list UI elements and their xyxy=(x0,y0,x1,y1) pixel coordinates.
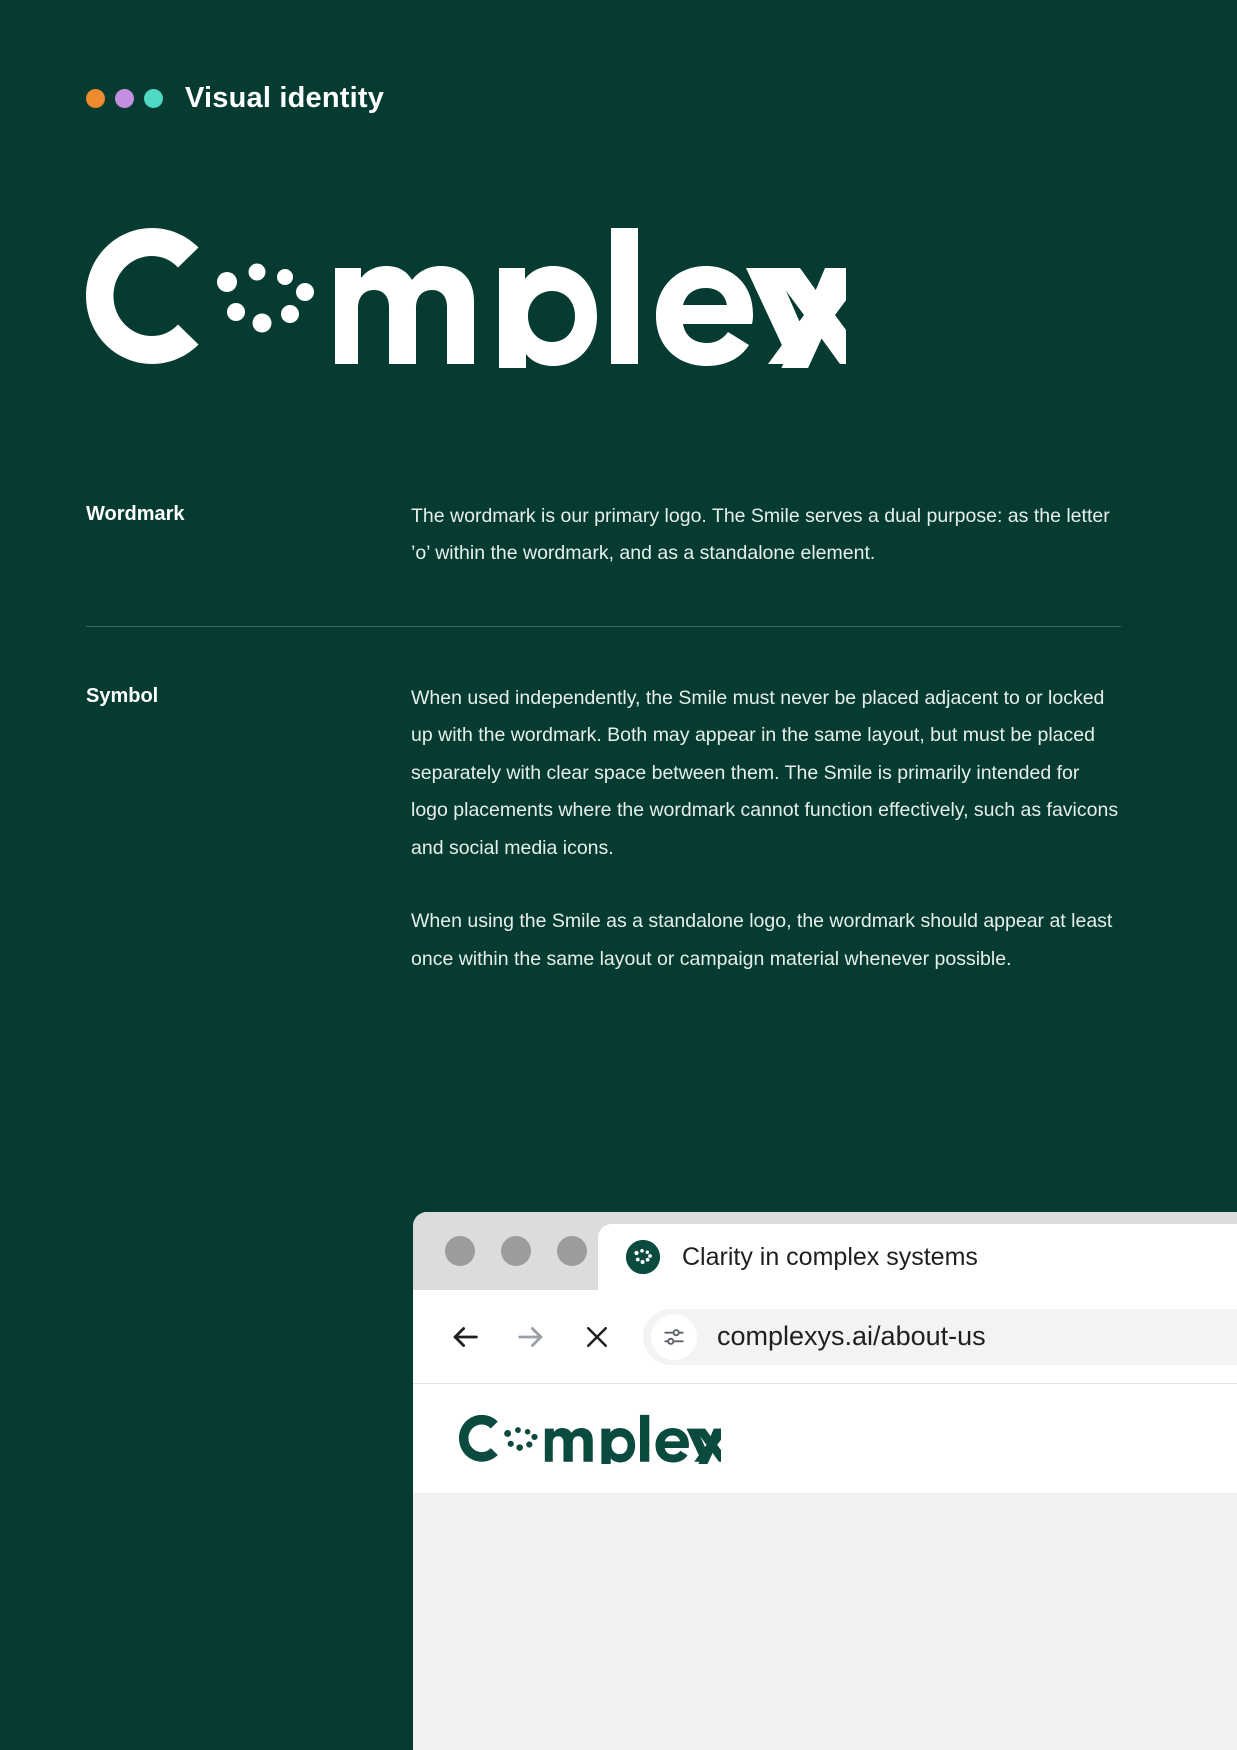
dot-orange-icon xyxy=(86,89,105,108)
wordmark-logo-icon xyxy=(86,228,846,368)
section-wordmark-body xyxy=(411,498,1121,573)
smile-favicon-icon xyxy=(626,1240,660,1274)
arrow-right-icon[interactable] xyxy=(511,1317,551,1357)
section-divider xyxy=(86,626,1121,627)
window-close-dot-icon[interactable] xyxy=(445,1236,475,1266)
window-controls[interactable] xyxy=(413,1236,587,1266)
hero-wordmark xyxy=(86,228,846,368)
paragraph: When used independently, the Smile must never be placed adjacent to or locked up with the wordmark. Both may appear in the same layout, but must be placed separately with clear space between them. The Smile is primarily intended for logo placements where the wordmark cannot function effectively, such as favicons and social media icons. xyxy=(411,687,1119,859)
paragraph: The wordmark is our primary logo. The Smile serves a dual purpose: as the letter ’o’ within the wordmark, and as a standalone element. xyxy=(411,505,1110,565)
brand-dots xyxy=(86,89,163,108)
browser-tab[interactable] xyxy=(598,1224,1237,1290)
paragraph: When using the Smile as a standalone logo, the wordmark should appear at least once within the same layout or campaign material whenever possible. xyxy=(411,910,1113,970)
browser-tab-title: Clarity in complex systems xyxy=(682,1242,978,1271)
page-title: Visual identity xyxy=(185,82,385,114)
address-bar[interactable] xyxy=(643,1309,1237,1365)
section-wordmark xyxy=(86,498,1121,573)
tune-icon[interactable] xyxy=(651,1314,697,1360)
dot-teal-icon xyxy=(144,89,163,108)
section-symbol-body xyxy=(411,680,1121,978)
browser-tab-strip xyxy=(413,1212,1237,1290)
arrow-left-icon[interactable] xyxy=(445,1317,485,1357)
browser-toolbar xyxy=(413,1290,1237,1384)
address-bar-url: complexys.ai/about-us xyxy=(717,1321,986,1351)
section-wordmark-label: Wordmark xyxy=(86,503,185,525)
site-content-area xyxy=(413,1494,1237,1750)
browser-mockup xyxy=(413,1212,1237,1750)
site-header xyxy=(413,1384,1237,1494)
section-symbol xyxy=(86,680,1121,978)
window-minimize-dot-icon[interactable] xyxy=(501,1236,531,1266)
section-symbol-label: Symbol xyxy=(86,685,159,707)
page-header xyxy=(86,82,384,115)
window-maximize-dot-icon[interactable] xyxy=(557,1236,587,1266)
site-wordmark-logo-icon[interactable] xyxy=(459,1414,721,1464)
dot-purple-icon xyxy=(115,89,134,108)
browser-viewport xyxy=(413,1384,1237,1750)
stop-loading-icon[interactable] xyxy=(577,1317,617,1357)
